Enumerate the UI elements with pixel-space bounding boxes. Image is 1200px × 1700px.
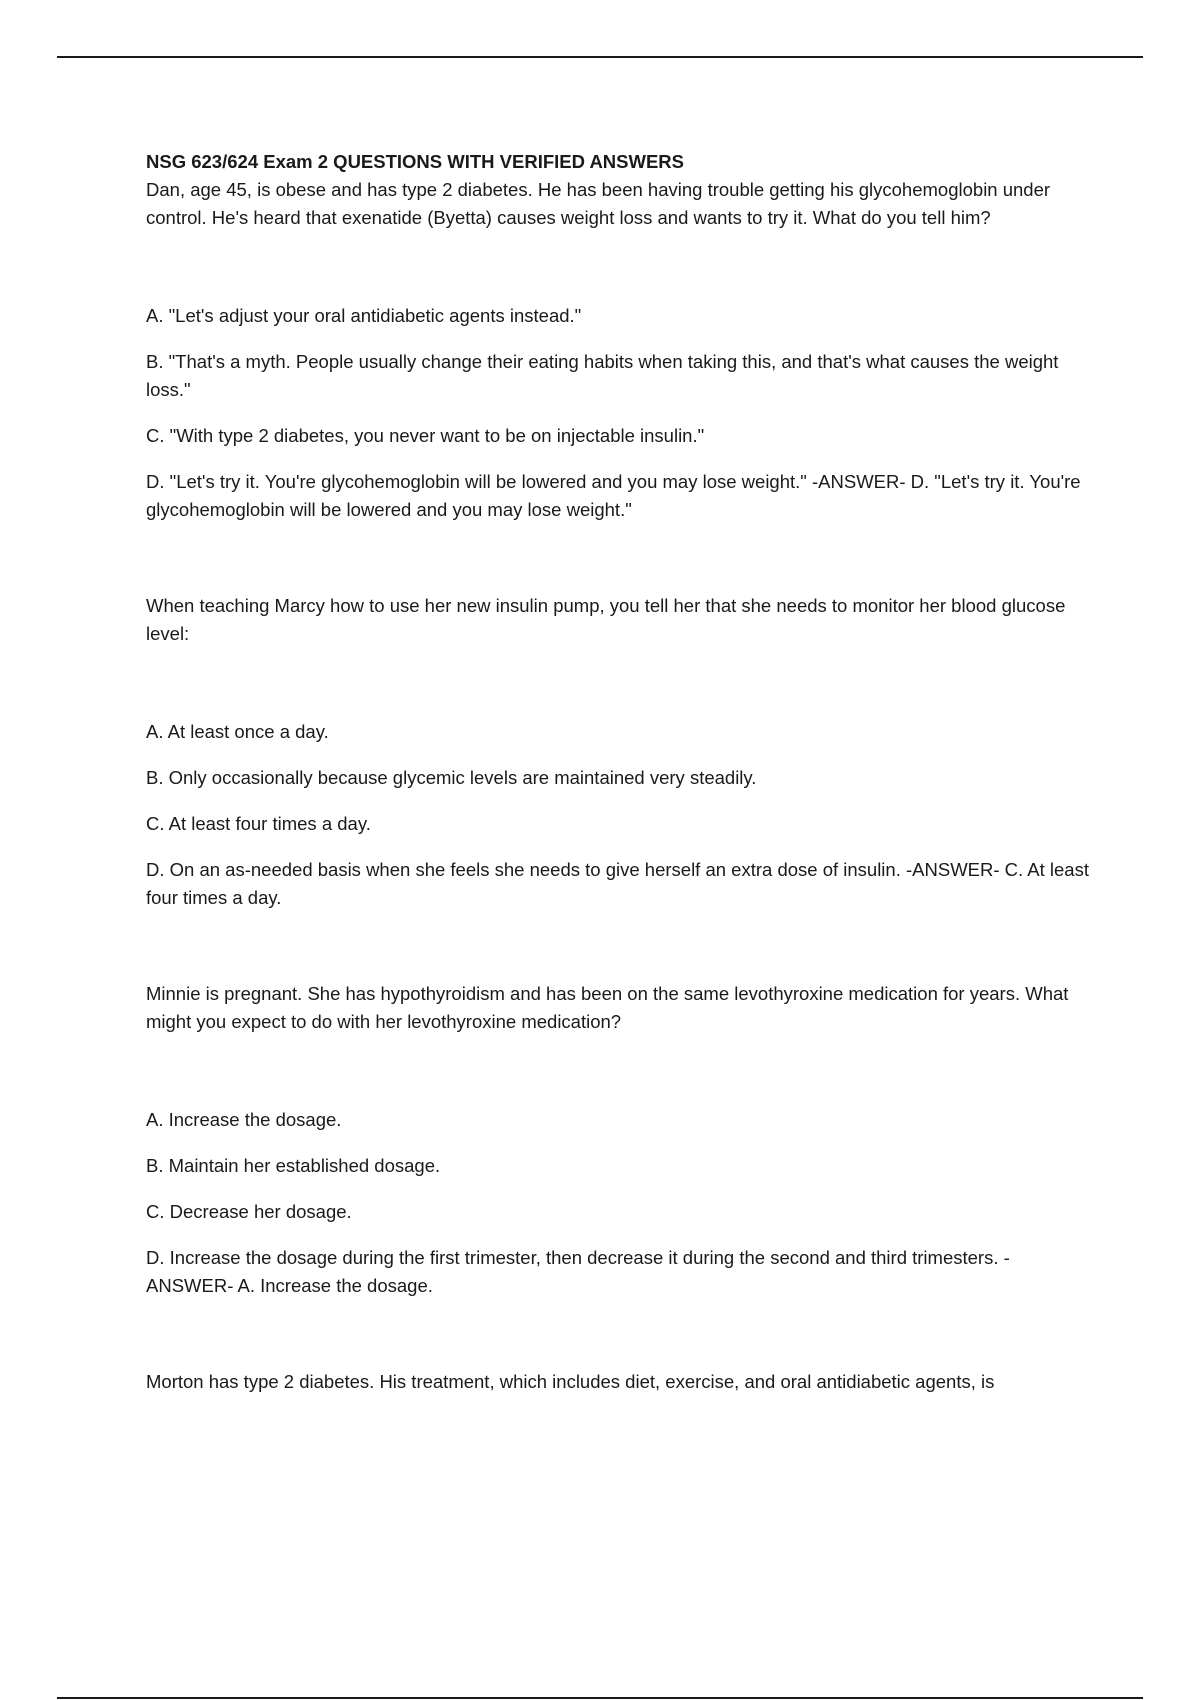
header-rule [57, 56, 1143, 58]
footer-rule [57, 1697, 1143, 1699]
document-body [146, 148, 1096, 1396]
option-d-with-answer: D. "Let's try it. You're glycohemoglobin will be lowered and you may lose weight." -ANSWER- D. "Let's try it. You're glycohemoglobin will be lowered and you may lose weight." [146, 471, 1081, 520]
option-b: B. "That's a myth. People usually change their eating habits when taking this, and that's what causes the weight loss." [146, 351, 1059, 400]
question-text: Minnie is pregnant. She has hypothyroidism and has been on the same levothyroxine medication for years. What might you expect to do with her levothyroxine medication? [146, 983, 1069, 1032]
option-a: A. "Let's adjust your oral antidiabetic agents instead." [146, 305, 582, 326]
option-d-with-answer: D. Increase the dosage during the first trimester, then decrease it during the second and third trimesters. -ANSWER- A. Increase the dosage. [146, 1247, 1010, 1296]
option-a: A. Increase the dosage. [146, 1109, 342, 1130]
question-block [146, 980, 1096, 1300]
option-b: B. Only occasionally because glycemic levels are maintained very steadily. [146, 767, 757, 788]
document-title: NSG 623/624 Exam 2 QUESTIONS WITH VERIFIED ANSWERS [146, 151, 685, 172]
option-list [146, 302, 1096, 524]
option-c: C. Decrease her dosage. [146, 1201, 352, 1222]
option-d-with-answer: D. On an as-needed basis when she feels she needs to give herself an extra dose of insulin. -ANSWER- C. At least four times a day. [146, 859, 1089, 908]
option-c: C. "With type 2 diabetes, you never want to be on injectable insulin." [146, 425, 705, 446]
question-text: Morton has type 2 diabetes. His treatment, which includes diet, exercise, and oral antidiabetic agents, is [146, 1371, 995, 1392]
question-block [146, 176, 1096, 524]
option-list [146, 718, 1096, 912]
option-list [146, 1106, 1096, 1300]
question-text: Dan, age 45, is obese and has type 2 diabetes. He has been having trouble getting his glycohemoglobin under control. He's heard that exenatide (Byetta) causes weight loss and wants to try it. What do you tell him? [146, 179, 1051, 228]
option-b: B. Maintain her established dosage. [146, 1155, 441, 1176]
option-a: A. At least once a day. [146, 721, 329, 742]
option-c: C. At least four times a day. [146, 813, 371, 834]
question-block [146, 1368, 1096, 1396]
question-text: When teaching Marcy how to use her new insulin pump, you tell her that she needs to monitor her blood glucose level: [146, 595, 1066, 644]
question-block [146, 592, 1096, 912]
